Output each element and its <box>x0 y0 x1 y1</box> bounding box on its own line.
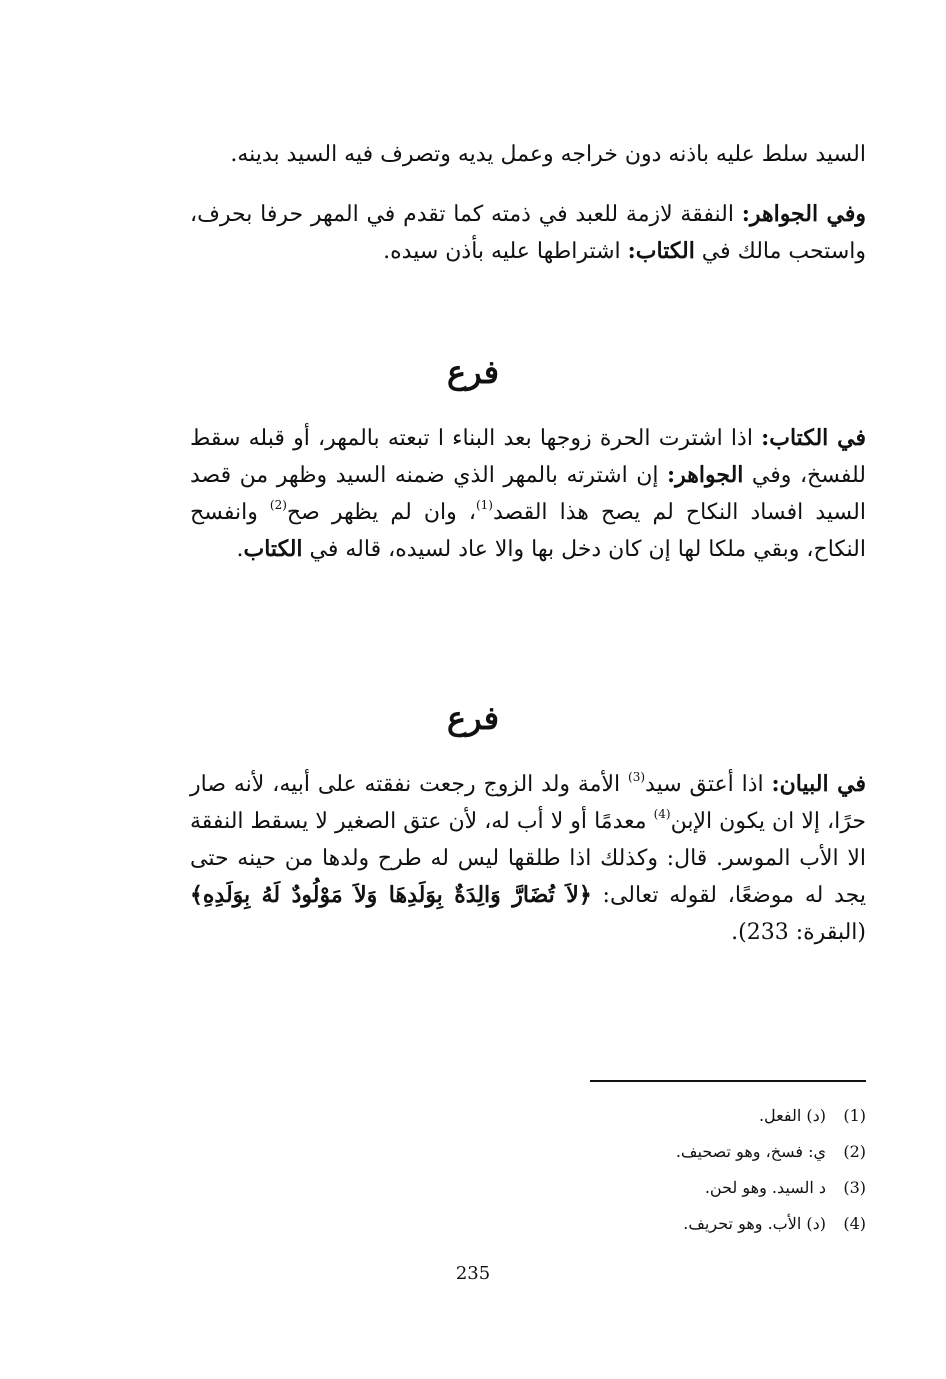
footnote-divider <box>590 1080 866 1082</box>
footnote-item <box>520 1206 866 1242</box>
footnote-number: (3) <box>843 1178 866 1197</box>
footnote-number: (2) <box>843 1142 866 1161</box>
footnotes <box>520 1098 866 1242</box>
paragraph-1 <box>190 136 866 173</box>
source-label-bayan: في البيان: <box>771 771 866 797</box>
section-heading-1: فرع <box>446 353 500 391</box>
paragraph-4-text-3: معدمًا أو لا أب له، لأن عتق الصغير لا يسقط النفقة الا الأب الموسر. قال: وكذلك اذا طلقها ليس له طرح ولدها من حينه حتى يجد له موضعًا، لقوله تعالى: <box>190 809 867 908</box>
paragraph-4-text-2: الأمة ولد الزوج رجعت نفقته على أبيه، لأنه صار حرًا، إلا ان يكون الإبن <box>190 772 866 834</box>
footnote-ref-2: (2) <box>269 498 287 512</box>
paragraph-4 <box>190 766 866 951</box>
footnote-text: (د) الفعل. <box>758 1106 826 1125</box>
section-heading-2: فرع <box>446 699 500 737</box>
paragraph-3 <box>190 420 866 568</box>
source-label-kitab: الكتاب <box>243 536 303 562</box>
source-label-kitab: في الكتاب: <box>761 425 866 451</box>
source-label-kitab: الكتاب: <box>627 238 695 264</box>
footnote-text: ي: فسخ، وهو تصحيف. <box>675 1142 826 1161</box>
paragraph-4-text-1: اذا أعتق سيد <box>645 772 772 797</box>
paragraph-2 <box>190 196 866 270</box>
page-number: 235 <box>455 1263 491 1284</box>
paragraph-3-text-1: اذا اشترت الحرة زوجها بعد البناء ا تبعته بالمهر، أو قبله سقط للفسخ، وفي <box>190 426 866 488</box>
paragraph-2-text-1: النفقة لازمة للعبد في ذمته كما تقدم في المهر حرفا بحرف، واستحب مالك في <box>190 202 866 264</box>
quran-verse: ﴿لاَ تُضَارَّ وَالِدَةٌ بِوَلَدِهَا وَلاَ مَوْلُودٌ لَهُ بِوَلَدِهِ﴾ <box>190 882 592 908</box>
footnote-ref-1: (1) <box>475 498 493 512</box>
paragraph-3-text-4: وانفسح النكاح، وبقي ملكا لها إن كان دخل بها والا عاد لسيده، قاله في <box>190 500 866 562</box>
footnote-ref-4: (4) <box>653 807 671 821</box>
verse-reference: (البقرة: 233). <box>731 920 866 945</box>
paragraph-2-text-2: اشتراطها عليه بأذن سيده. <box>383 239 628 264</box>
footnote-text: (د) الأب. وهو تحريف. <box>683 1214 826 1233</box>
footnote-ref-3: (3) <box>628 770 646 784</box>
paragraph-3-text-3: ، وان لم يظهر صح <box>286 500 476 525</box>
footnote-item <box>520 1098 866 1134</box>
footnote-number: (4) <box>843 1214 866 1233</box>
source-label-jawahir: الجواهر: <box>667 462 744 488</box>
footnote-number: (1) <box>843 1106 866 1125</box>
footnote-text: د السيد. وهو لحن. <box>704 1178 826 1197</box>
paragraph-1-text: السيد سلط عليه باذنه دون خراجه وعمل يديه وتصرف فيه السيد بدينه. <box>230 142 866 167</box>
paragraph-3-text-2: إن اشترته بالمهر الذي ضمنه السيد وظهر من قصد السيد افساد النكاح لم يصح هذا القصد <box>190 463 866 525</box>
footnote-item <box>520 1170 866 1206</box>
paragraph-3-text-5: . <box>236 537 244 562</box>
source-label-jawahir: وفي الجواهر: <box>741 201 866 227</box>
footnote-item <box>520 1134 866 1170</box>
